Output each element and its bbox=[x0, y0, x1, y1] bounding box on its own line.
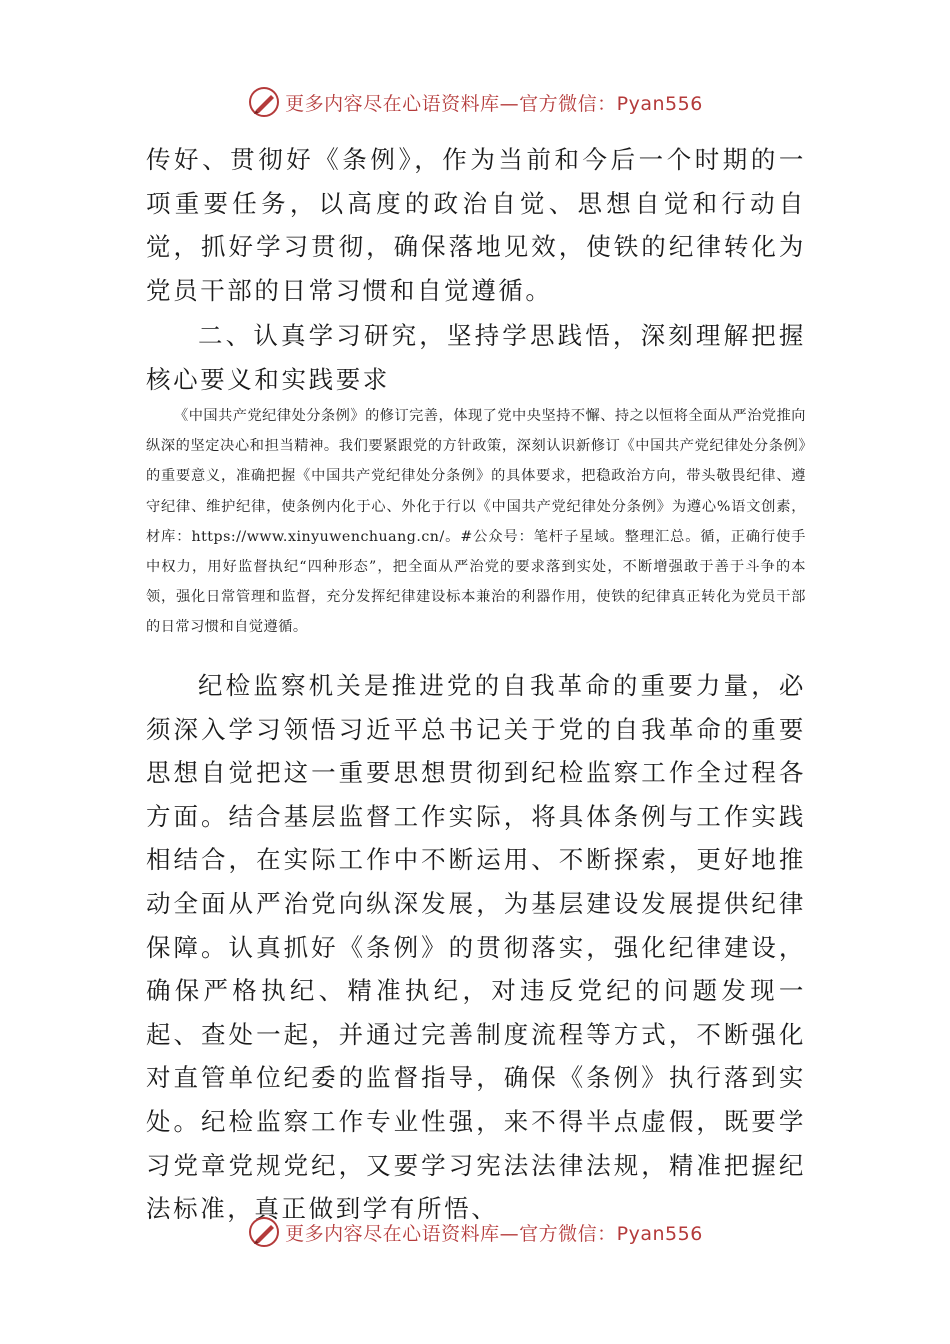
section-heading-text: 二、认真学习研究，坚持学思践悟，深刻理解把握核心要义和实践要求 bbox=[146, 321, 806, 394]
footer-banner-text: 更多内容尽在心语资料库—官方微信：Pyan556 bbox=[285, 1222, 703, 1245]
footer-banner bbox=[0, 1212, 950, 1252]
section-heading bbox=[146, 314, 806, 401]
body-paragraph-text: 纪检监察机关是推进党的自我革命的重要力量，必须深入学习领悟习近平总书记关于党的自我革命的重要思想自觉把这一重要思想贯彻到纪检监察工作全过程各方面。结合基层监督工作实际，将具体条例与工作实践相结合，在实际工作中不断运用、不断探索，更好地推动全面从严治党向纵深发展，为基层建设发展提供纪律保障。认真抓好《条例》的贯彻落实，强化纪律建设，确保严格执纪、精准执纪，对违反党纪的问题发现一起、查处一起，并通过完善制度流程等方式，不断强化对直管单位纪委的监督指导，确保《条例》执行落到实处。纪检监察工作专业性强，来不得半点虚假，既要学习党章党规党纪，又要学习宪法法律法规，精准把握纪法标准，真正做到学有所悟、 bbox=[146, 671, 806, 1224]
body-paragraph bbox=[146, 664, 806, 1231]
small-paragraph-text: 《中国共产党纪律处分条例》的修订完善，体现了党中央坚持不懈、持之以恒将全面从严治党推向纵深的坚定决心和担当精神。我们要紧跟党的方针政策，深刻认识新修订《中国共产党纪律处分条例》的重要意义，准确把握《中国共产党纪律处分条例》的具体要求，把稳政治方向，带头敬畏纪律、遵守纪律、维护纪律，使条例内化于心、外化于行以《中国共产党纪律处分条例》为遵心%语文创素，材库：https://www.xinyuwenchuang.cn/。#公众号：笔杆子星域。整理汇总。循，正确行使手中权力，用好监督执纪“四种形态”，把全面从严治党的要求落到实处，不断增强敢于善于斗争的本领，强化日常管理和监督，充分发挥纪律建设标本兼治的利器作用，使铁的纪律真正转化为党员干部的日常习惯和自觉遵循。 bbox=[146, 408, 806, 636]
paragraph-continuation bbox=[146, 138, 806, 312]
inserted-small-paragraph bbox=[146, 401, 806, 643]
header-banner bbox=[0, 82, 950, 122]
pen-logo-icon bbox=[247, 1215, 281, 1249]
pen-logo-icon bbox=[247, 85, 281, 119]
paragraph-text: 传好、贯彻好《条例》，作为当前和今后一个时期的一项重要任务，以高度的政治自觉、思想自觉和行动自觉，抓好学习贯彻，确保落地见效，使铁的纪律转化为党员干部的日常习惯和自觉遵循。 bbox=[146, 145, 806, 305]
header-banner-text: 更多内容尽在心语资料库—官方微信：Pyan556 bbox=[285, 92, 703, 115]
